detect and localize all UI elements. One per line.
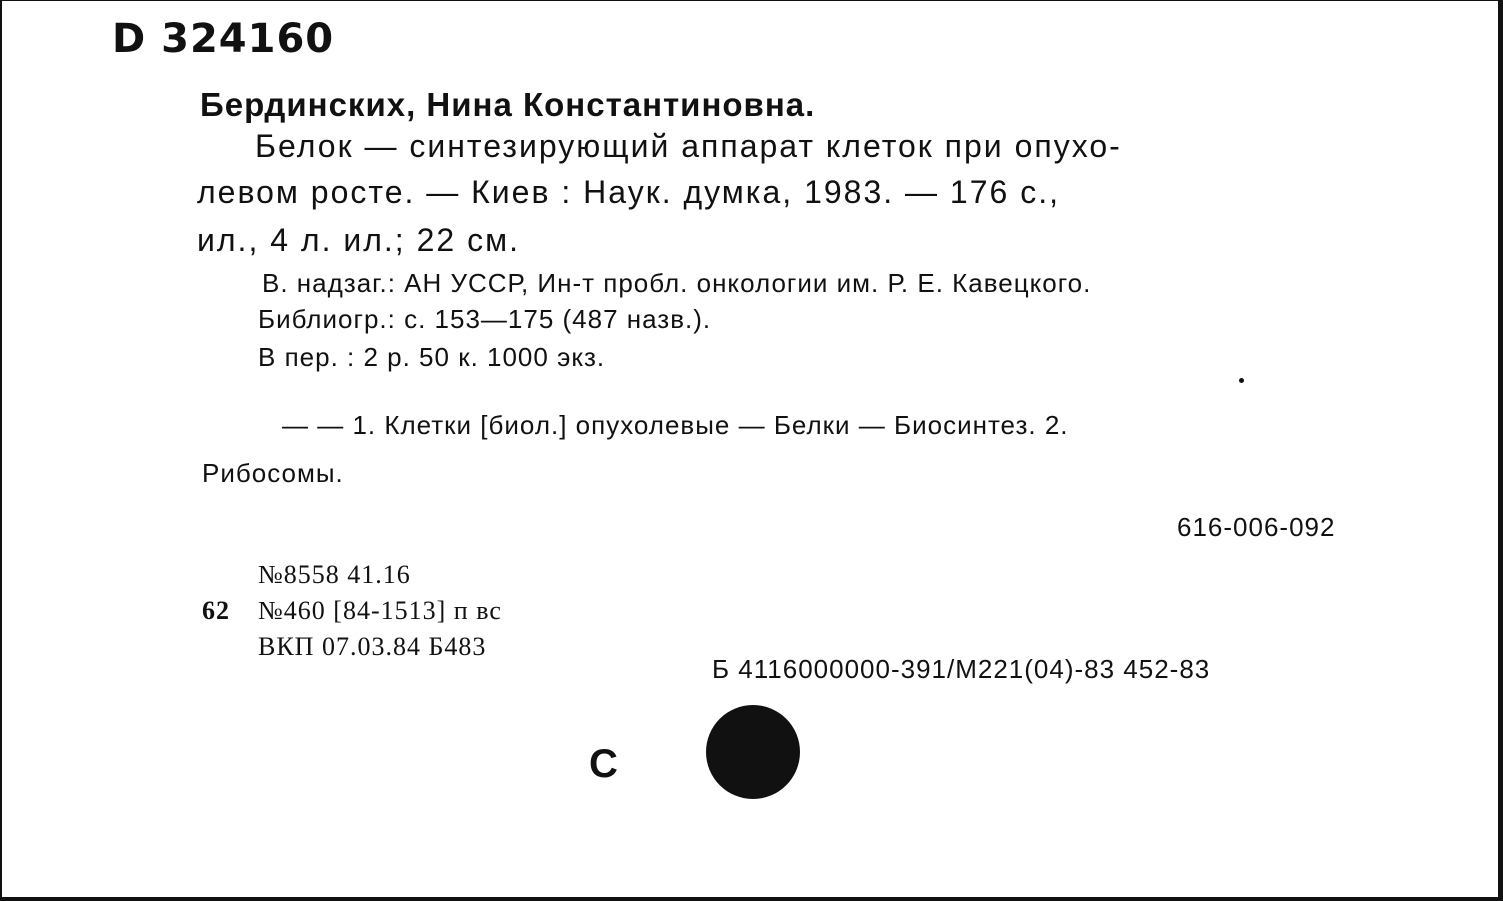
subjects-line-1: — — 1. Клетки [биол.] опухолевые — Белки — Биосинтез. 2.	[282, 410, 1069, 440]
record-prefix: 62	[202, 596, 230, 625]
call-number: D 324160	[112, 16, 335, 62]
subjects-line-2: Рибосомы.	[202, 458, 344, 488]
card-edge-right	[1498, 0, 1503, 901]
punch-hole	[706, 705, 800, 799]
bbk-code: Б 4116000000-391/М221(04)-83 452-83	[712, 654, 1211, 684]
letter-mark: С	[589, 742, 618, 786]
dot-mark	[1239, 378, 1244, 383]
title-line-3: ил., 4 л. ил.; 22 см.	[197, 222, 520, 258]
record-line-2: №460 [84-1513] п вс	[258, 596, 502, 625]
title-line-2: левом росте. — Киев : Наук. думка, 1983. — 176 с.,	[197, 174, 1060, 210]
record-line-3: ВКП 07.03.84 Б483	[258, 632, 487, 661]
note-price-copies: В пер. : 2 р. 50 к. 1000 экз.	[258, 342, 606, 372]
record-line-1: №8558 41.16	[258, 560, 411, 589]
note-bibliography: Библиогр.: с. 153—175 (487 назв.).	[258, 304, 712, 334]
author-heading: Бердинских, Нина Константиновна.	[200, 86, 816, 123]
note-parallel-title: В. надзаг.: АН УССР, Ин-т пробл. онкологии им. Р. Е. Кавецкого.	[262, 268, 1092, 298]
title-line-1: Белок — синтезирующий аппарат клеток при опухо-	[255, 128, 1122, 164]
udc-code: 616-006-092	[1177, 512, 1336, 542]
card-edge-bottom	[0, 897, 1503, 901]
